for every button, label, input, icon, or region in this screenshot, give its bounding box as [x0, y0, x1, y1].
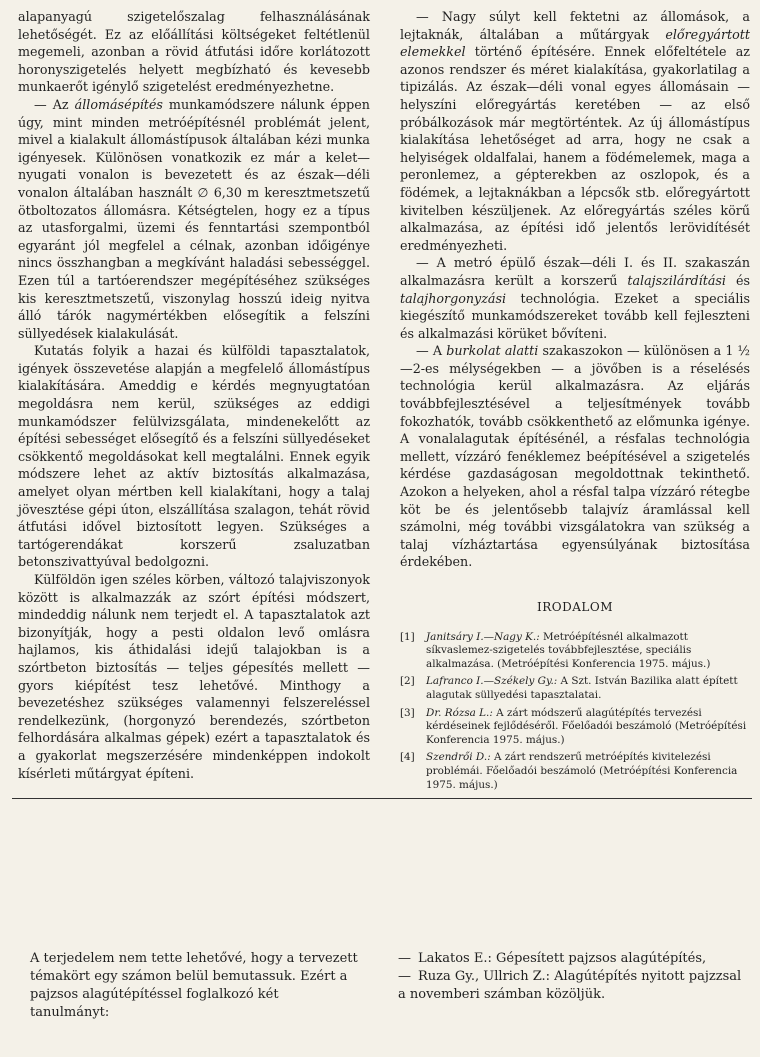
reference-body	[426, 751, 750, 792]
paragraph	[400, 342, 750, 571]
reference-body	[426, 631, 750, 672]
emphasis: talajszilárdítási	[627, 272, 726, 288]
footer-list-text: Lakatos E.: Gépesített pajzsos alagútépítés,	[418, 951, 707, 966]
text-run: — Nagy súlyt kell fektetni az állomások, a lejtaknák, általában a műtárgyak	[400, 9, 750, 42]
footer-list-text: Ruza Gy., Ullrich Z.: Alagútépítés nyitott pajzzsal	[418, 969, 742, 984]
paragraph: Külföldön igen széles körben, változó talajviszonyok között is alkalmazzák az szórt építési módszert, mindeddig nálunk nem terjedt el. A tapasztalatok azt bizonyítják, hogy a pesti oldalon levő omlásra hajlamos, kis áthidalási idejű talajokban is a szórtbeton biztosítás — teljes gépesítés mellett — gyors kiépítést tesz lehetővé. Minthogy a bevezetéshez szükséges valamennyi felszereléssel rendelkezünk, (horgonyzó berendezés, szórtbeton felhordására alkalmas gépek) ezért a tapasztalatok és a gyakorlat megszerzésére mindenképpen indokolt kísérleti műtárgyat építeni.	[18, 572, 370, 781]
emphasis: talajhorgonyzási	[400, 290, 507, 306]
emphasis: előregyártott elemekkel	[400, 26, 750, 60]
reference-list	[400, 631, 750, 793]
text-run: munkamódszere nálunk éppen úgy, mint minden metróépítésnél problémát jelent, mivel a kialakult állomástípusok általában kézi munka igényesek. Különösen vonatkozik ez már a kelet—nyugati vonalon is bevezetett és az észak—déli vonalon általában használt ∅ 6,30 m keresztmetszetű ötboltozatos állomásra. Kétségtelen, hogy ez a típus az utasforgalmi, üzemi és fenntartási szempontból egyaránt jól megfelel a célnak, azonban időigénye nincs összhangban a megkívánt haladási sebességgel. Ezen túl a tartóerendszer megépítéséhez szükséges kis keresztmetszetű, viszonylag hosszú ideig nyitva álló tárók nagymértékben elősegítik a felszíni süllyedések kialakulását.	[18, 96, 370, 341]
paragraph: Kutatás folyik a hazai és külföldi tapasztalatok, igények összevetése alapján a megfelelő állomástípus kialakítására. Ameddig e kérdés megnyugtatóan megoldásra nem kerül, szükséges az eddigi munkamódszer felülvizsgálata, mindenekelőtt az építési sebességet elősegítő és a felszíni süllyedéseket csökkentő megoldásokat kell megtalálni. Ennek egyik módszere lehet az aktív biztosítás alkalmazása, amelyet olyan mértben kell kialakítani, hogy a talaj jövesztése gépi úton, elszállítása szalagon, tehát rövid átfutási idővel biztosított legyen. Szükséges a tartógerendákat korszerű zsaluzatban betonszivattyúval bedolgozni.	[18, 343, 370, 570]
paragraph	[400, 254, 750, 342]
reference-number: [3]	[400, 706, 415, 719]
emphasis: burkolat alatti	[446, 343, 539, 359]
reference-item	[400, 707, 750, 748]
footer-note	[30, 950, 360, 1022]
emphasis: állomásépítés	[74, 96, 163, 112]
reference-number: [2]	[400, 675, 415, 688]
reference-body	[426, 675, 750, 702]
footer-list	[398, 950, 748, 1004]
reference-item	[400, 631, 750, 672]
reference-number: [1]	[400, 630, 415, 643]
reference-author: Lafranco I.—Székely Gy.:	[426, 675, 558, 688]
right-column	[400, 8, 750, 796]
paragraph	[400, 8, 750, 254]
paragraph	[18, 96, 370, 342]
references-title: IRODALOM	[537, 600, 613, 614]
text-run: — Az	[34, 96, 75, 112]
left-column	[18, 8, 370, 782]
footer-list-item	[398, 950, 748, 968]
text-run: szakaszokon — különösen a 1 ½—2-es mélységekben — a jövőben is a réselésés technológia kerül alkalmazásra. Az eljárás továbbfejlesztésével a teljesítmények tovább fokozhatók, tovább csökkenthető az előmunka igénye. A vonalalagutak építésénél, a résfalas technológia mellett, vízzáró fenéklemez beépítésével a szigetelés kérdése gazdaságosan megoldottnak tekinthető. Azokon a helyeken, ahol a résfal talpa vízzáró rétegbe köt be és jelentősebb talajvíz áramlással kell számolni, még további vizsgálatokra van szükség a talaj vízháztartása egyensúlyának biztosítása érdekében.	[400, 343, 750, 570]
reference-author: Janitsáry I.—Nagy K.:	[426, 630, 540, 643]
reference-item	[400, 675, 750, 702]
text-run: technológia. Ezeket a speciális kiegészítő munkamódszereket tovább kell fejleszteni és alkalmazási körüket bővíteni.	[400, 290, 750, 341]
text-run: — A	[416, 343, 447, 359]
reference-author: Szendrői D.:	[426, 751, 491, 764]
text-run: — A metró épülő észak—déli I. és II. szakaszán alkalmazásra került a korszerű	[400, 255, 750, 288]
reference-number: [4]	[400, 751, 415, 764]
reference-text: A zárt rendszerű metróépítés kivitelezési problémái. Főelőadói beszámoló (Metróépítési Konferencia 1975. május.)	[426, 751, 738, 791]
list-dash: —	[398, 951, 411, 966]
reference-item	[400, 751, 750, 792]
list-dash: —	[398, 969, 411, 984]
paragraph: alapanyagú szigetelőszalag felhasználásának lehetőségét. Ez az előállítási költségeket feltétlenül megemeli, azonban a rövid átfutási időre korlátozott horonyszigetelés helyett megbízható és kevesebb munkaerőt igénylő szigetelést eredményezhetne.	[18, 9, 370, 95]
footer-closing: a novemberi számban közöljük.	[398, 987, 606, 1002]
reference-text: A Szt. István Bazilika alatt épített alagutak süllyedési tapasztalatai.	[426, 675, 738, 701]
reference-text: Metróépítésnél alkalmazott síkvaslemez-szigetelés továbbfejlesztése, speciális alkalmazása. (Metróépítési Konferencia 1975. május.)	[426, 630, 711, 670]
reference-text: A zárt módszerű alagútépítés tervezési kérdéseinek fejlődéséről. Főelőadói beszámoló (Metróépítési Konferencia 1975. május.)	[426, 706, 747, 746]
text-run: és	[725, 272, 750, 288]
section-divider	[12, 798, 752, 799]
footer-list-item	[398, 968, 748, 986]
reference-author: Dr. Rózsa L.:	[426, 706, 493, 719]
footer-note-text: A terjedelem nem tette lehetővé, hogy a tervezett témakört egy számon belül bemutassuk. Ezért a pajzsos alagútépítéssel foglalkozó két tanulmányt:	[30, 951, 358, 1020]
reference-body	[426, 707, 750, 748]
text-run: történő építésére. Ennek előfeltétele az azonos rendszer és méret kialakítása, gyakorlatilag a tipizálás. Az észak—déli vonal egyes állomásain — helyszíni előregyártás keretében — az első próbálkozások már megtörténtek. Az új állomástípus kialakítása lehetőséget ad arra, hogy ne csak a helyiségek oldalfalai, hanem a födémelemek, maga a peronlemez, a gépterekben az oszlopok, és a födémek, a lejtaknákban a lépcsők stb. előregyártott kivitelben készüljenek. Az előregyártás széles körű alkalmazása, az építési idő jelentős lerövidítését eredményezheti.	[400, 44, 750, 253]
